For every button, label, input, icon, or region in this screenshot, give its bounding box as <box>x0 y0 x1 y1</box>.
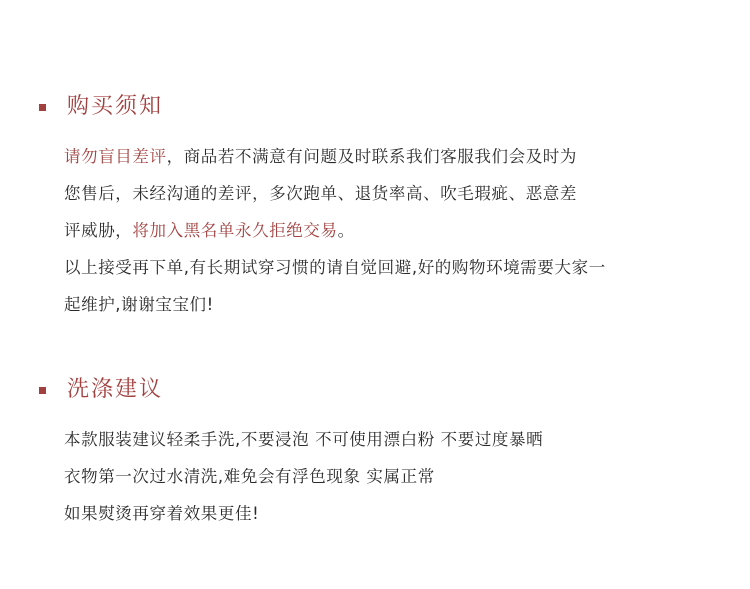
washing-advice-body <box>64 421 694 532</box>
highlight-text: 将加入黑名单永久拒绝交易 <box>132 221 338 240</box>
square-bullet-icon <box>39 104 46 111</box>
body-text: 衣物第一次过水清洗,难免会有浮色现象 实属正常 <box>64 467 435 486</box>
text-line <box>64 175 694 212</box>
text-line <box>64 421 694 458</box>
text-line <box>64 458 694 495</box>
body-text: 如果熨烫再穿着效果更佳! <box>64 504 260 523</box>
text-line <box>64 138 694 175</box>
body-text: 您售后，未经沟通的差评，多次跑单、退货率高、吹毛瑕疵、恶意差 <box>64 184 577 203</box>
purchase-notice-body <box>64 138 694 323</box>
washing-advice-heading <box>0 373 750 407</box>
text-line <box>64 495 694 532</box>
square-bullet-icon <box>39 387 46 394</box>
text-line <box>64 212 694 249</box>
body-text: 本款服装建议轻柔手洗,不要浸泡 不可使用漂白粉 不要过度暴晒 <box>64 430 544 449</box>
body-text: ，商品若不满意有问题及时联系我们客服我们会及时为 <box>166 147 578 166</box>
purchase-notice-section <box>0 90 750 314</box>
body-text: 。 <box>337 221 355 240</box>
highlight-text: 请勿盲目差评 <box>64 147 167 166</box>
purchase-notice-heading <box>0 90 750 124</box>
text-line <box>64 286 694 323</box>
washing-advice-section <box>0 373 750 523</box>
washing-advice-title: 洗涤建议 <box>67 377 164 402</box>
body-text: 评威胁， <box>64 221 133 240</box>
body-text: 以上接受再下单,有长期试穿习惯的请自觉回避,好的购物环境需要大家一 <box>64 258 606 277</box>
body-text: 起维护,谢谢宝宝们! <box>64 295 214 314</box>
purchase-notice-title: 购买须知 <box>67 94 164 119</box>
text-line <box>64 249 694 286</box>
